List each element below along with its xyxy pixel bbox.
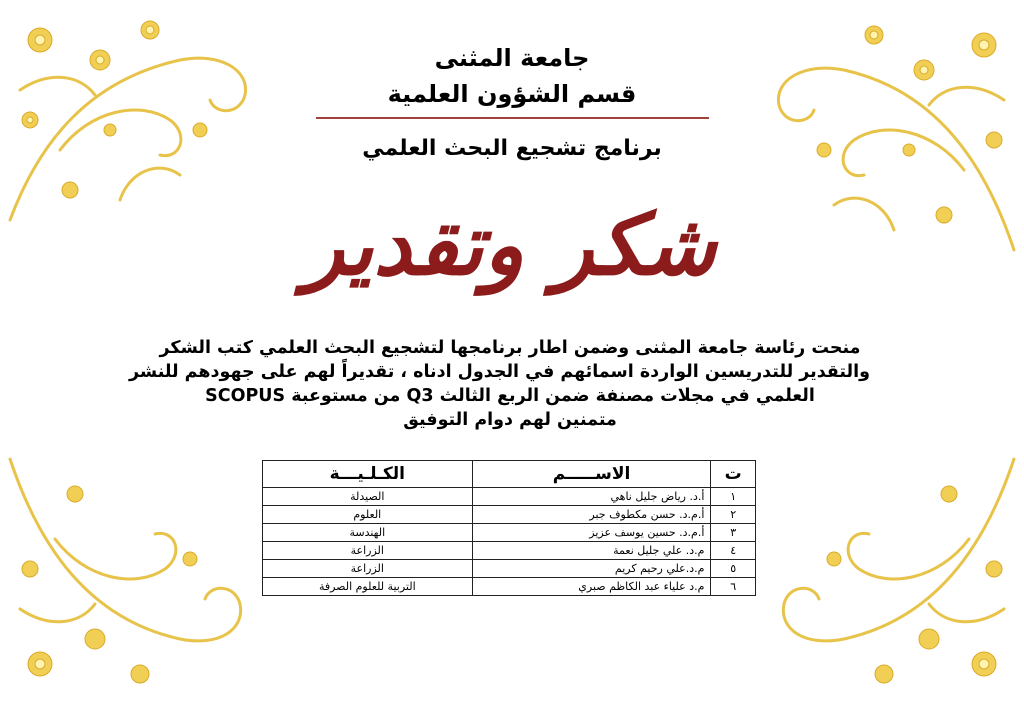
college-name: العلوم (263, 506, 473, 524)
honoree-name: م.د علياء عبد الكاظم صبري (472, 578, 711, 596)
table-row (263, 488, 756, 506)
college-name: الصيدلة (263, 488, 473, 506)
university-name: جامعة المثنى (434, 44, 590, 72)
table-row (263, 560, 756, 578)
honoree-name: م.د. علي جليل نعمة (472, 542, 711, 560)
certificate-body (129, 336, 870, 432)
floral-swirl-icon (754, 449, 1024, 709)
floral-ornament-bottom-left (0, 449, 270, 709)
row-number: ٦ (711, 578, 756, 596)
floral-swirl-icon (0, 449, 270, 709)
table-row (263, 524, 756, 542)
program-name: برنامج تشجيع البحث العلمي (362, 136, 662, 161)
column-header-number: ت (711, 461, 756, 488)
table-header-row (263, 461, 756, 488)
floral-swirl-icon (0, 0, 300, 230)
department-name: قسم الشؤون العلمية (387, 80, 637, 108)
row-number: ٣ (711, 524, 756, 542)
calligraphy-title: شكر وتقدير (303, 195, 717, 294)
table-row (263, 542, 756, 560)
college-name: الزراعة (263, 542, 473, 560)
table-row (263, 506, 756, 524)
body-line: والتقدير للتدريسين الواردة اسمائهم في الجدول ادناه ، تقديراً لهم على جهودهم للنشر (129, 362, 870, 382)
row-number: ٢ (711, 506, 756, 524)
college-name: التربية للعلوم الصرفة (263, 578, 473, 596)
floral-ornament-top-left (0, 0, 300, 230)
floral-ornament-top-right (724, 0, 1024, 260)
header-divider (316, 117, 709, 119)
honoree-name: أ.م.د. حسن مكطوف جبر (472, 506, 711, 524)
thanks-calligraphy (290, 180, 730, 310)
row-number: ٥ (711, 560, 756, 578)
honoree-name: أ.د. رياض جليل ناهي (472, 488, 711, 506)
column-header-name: الاســـــم (472, 461, 711, 488)
column-header-college: الكـلـيـــة (263, 461, 473, 488)
row-number: ٤ (711, 542, 756, 560)
floral-swirl-icon (724, 0, 1024, 260)
floral-ornament-bottom-right (754, 449, 1024, 709)
honoree-name: م.د.علي رحيم كريم (472, 560, 711, 578)
college-name: الزراعة (263, 560, 473, 578)
body-line: منحت رئاسة جامعة المثنى وضمن اطار برنامجها لتشجيع البحث العلمي كتب الشكر (159, 338, 861, 358)
row-number: ١ (711, 488, 756, 506)
body-line: متمنين لهم دوام التوفيق (403, 410, 617, 430)
college-name: الهندسة (263, 524, 473, 542)
honorees-table (262, 460, 756, 596)
body-line: العلمي في مجلات مصنفة ضمن الربع الثالث Q3 من مستوعبة SCOPUS (205, 386, 815, 406)
honoree-name: أ.م.د. حسين يوسف عزيز (472, 524, 711, 542)
table-row (263, 578, 756, 596)
